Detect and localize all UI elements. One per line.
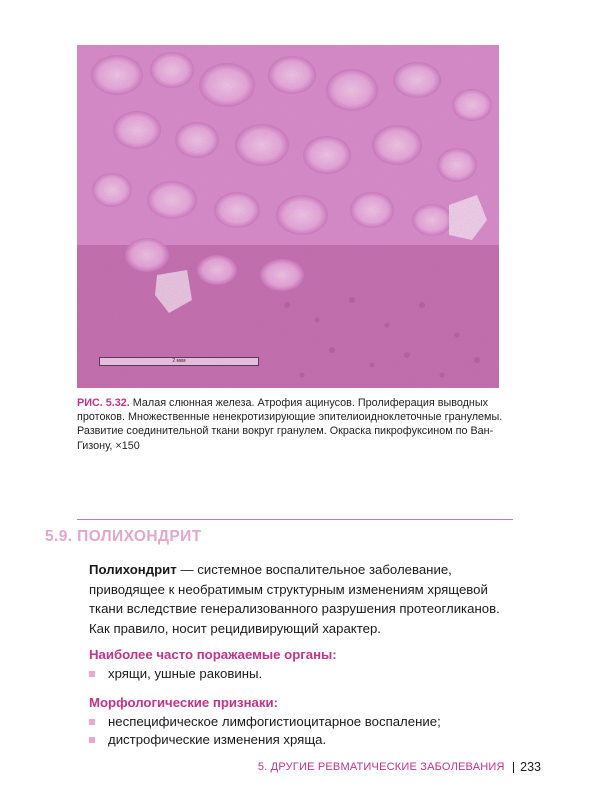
organs-subheading: Наиболее часто поражаемые органы: (89, 647, 337, 662)
intro-text: — системное воспалительное заболевание, приводящее к необратимым структурным изменениям хрящевой ткани вследствие генерализованного разрушения протеогликанов. Как правило, носит рецидивирующий характер. (89, 562, 500, 636)
figure-caption (77, 396, 507, 453)
list-item-text: дистрофические изменения хряща. (108, 732, 327, 747)
list-item (89, 666, 262, 682)
page-footer (258, 760, 541, 774)
histology-figure (77, 45, 499, 388)
morphology-subheading: Морфологические признаки: (89, 695, 278, 710)
footer-separator (513, 762, 515, 773)
list-item (89, 714, 441, 730)
section-heading: 5.9. ПОЛИХОНДРИТ (45, 528, 202, 545)
list-item-text: хрящи, ушные раковины. (108, 666, 263, 681)
section-divider (77, 519, 513, 520)
bullet-square-icon (89, 671, 95, 677)
footer-chapter-title: 5. ДРУГИЕ РЕВМАТИЧЕСКИЕ ЗАБОЛЕВАНИЯ (257, 761, 505, 773)
page-number: 233 (520, 760, 541, 774)
scale-bar: 2 мкм (99, 357, 259, 366)
intro-paragraph (89, 560, 513, 638)
bullet-square-icon (89, 737, 95, 743)
bullet-square-icon (89, 719, 95, 725)
intro-term: Полихондрит (89, 562, 177, 577)
caption-text: Малая слюнная железа. Атрофия ацинусов. Пролиферация выводных протоков. Множественные ненекротизирующие эпителиоидноклеточные гранулемы. Развитие соединительной ткани вокруг гранулем. Окраска пикрофуксином по Ван-Гизону, ×150 (77, 397, 503, 452)
histology-micrograph-icon (77, 45, 499, 388)
list-item-text: неспецифическое лимфогистиоцитарное воспаление; (108, 714, 441, 729)
list-item (89, 732, 326, 748)
caption-label: РИС. 5.32. (77, 397, 130, 409)
